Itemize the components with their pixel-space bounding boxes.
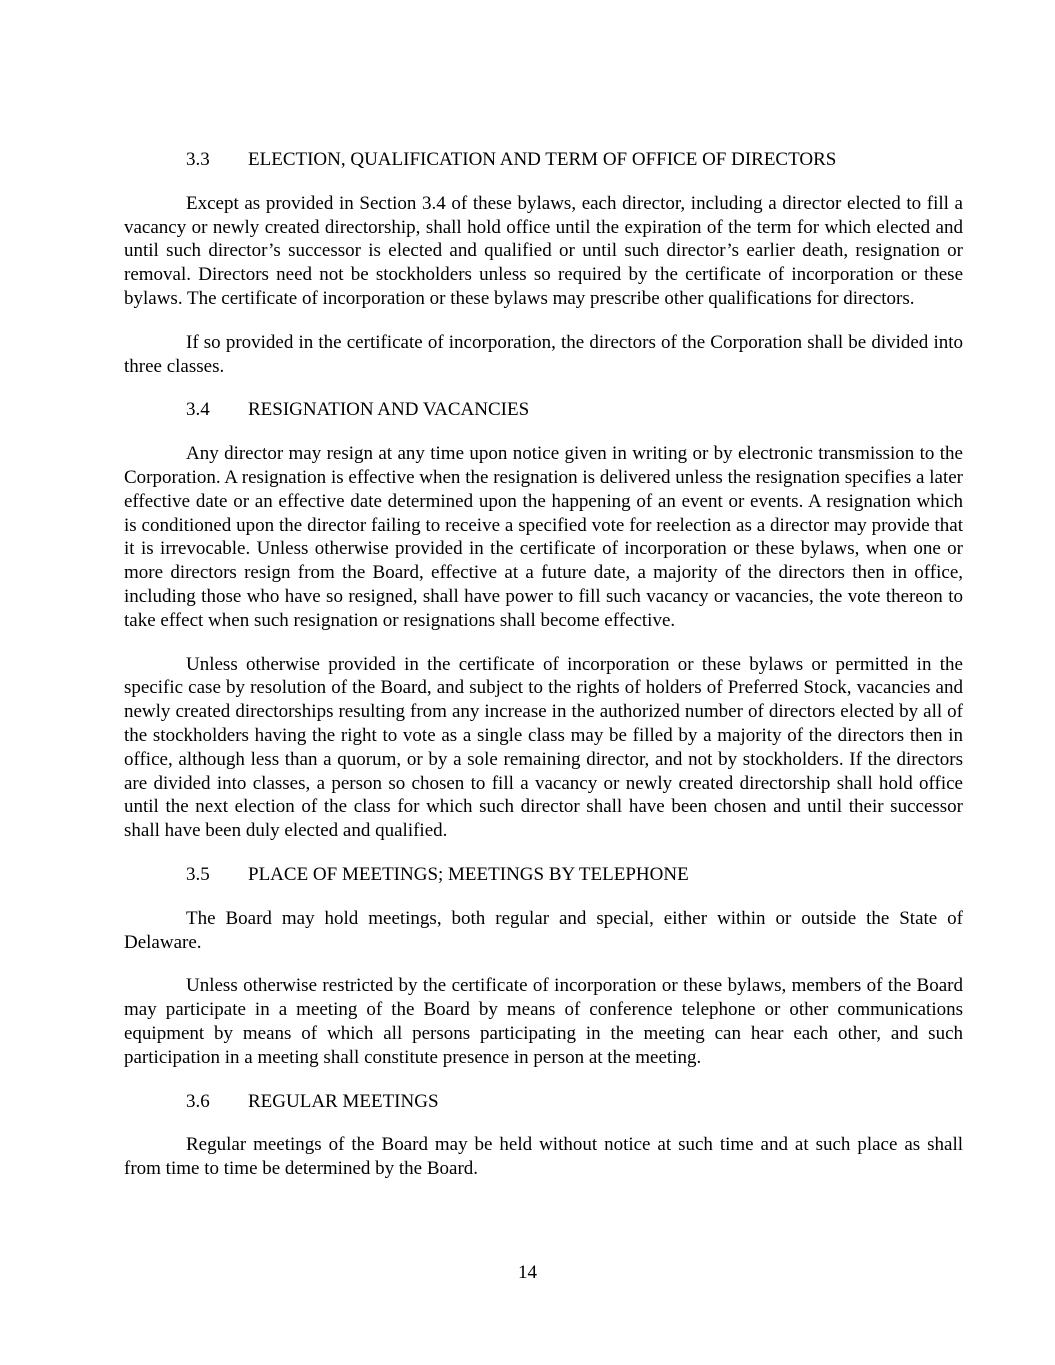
- paragraph: Unless otherwise provided in the certificate of incorporation or these bylaws or permitted in the specific case by resolution of the Board, and subject to the rights of holders of Preferred Stock, vacancies and newly created directorships resulting from any increase in the authorized number of directors elected by all of the stockholders having the right to vote as a single class may be filled by a majority of the directors then in office, although less than a quorum, or by a sole remaining director, and not by stockholders. If the directors are divided into classes, a person so chosen to fill a vacancy or newly created directorship shall hold office until the next election of the class for which such director shall have been chosen and until their successor shall have been duly elected and qualified.: [124, 653, 963, 842]
- paragraph: Except as provided in Section 3.4 of these bylaws, each director, including a director elected to fill a vacancy or newly created directorship, shall hold office until the expiration of the term for which elected and until such director’s successor is elected and qualified or until such director’s earlier death, resignation or removal. Directors need not be stockholders unless so required by the certificate of incorporation or these bylaws. The certificate of incorporation or these bylaws may prescribe other qualifications for directors.: [124, 192, 963, 309]
- section-heading-3-3: [124, 148, 963, 172]
- section-number: 3.4: [186, 399, 210, 421]
- page-number: 14: [518, 1262, 537, 1283]
- section-title: RESIGNATION AND VACANCIES: [248, 399, 530, 421]
- paragraph: The Board may hold meetings, both regular and special, either within or outside the State of Delaware.: [124, 907, 963, 953]
- section-title: PLACE OF MEETINGS; MEETINGS BY TELEPHONE: [248, 863, 689, 885]
- section-heading-3-6: [124, 1090, 963, 1114]
- section-number: 3.5: [186, 863, 210, 885]
- section-heading-3-5: [124, 863, 963, 887]
- paragraph: Unless otherwise restricted by the certificate of incorporation or these bylaws, members of the Board may participate in a meeting of the Board by means of conference telephone or other communications equipment by means of which all persons participating in the meeting can hear each other, and such participation in a meeting shall constitute presence in person at the meeting.: [124, 975, 963, 1068]
- section-title: ELECTION, QUALIFICATION AND TERM OF OFFICE OF DIRECTORS: [248, 149, 837, 170]
- paragraph: If so provided in the certificate of incorporation, the directors of the Corporation shall be divided into three classes.: [124, 331, 963, 377]
- section-number: 3.6: [186, 1090, 210, 1112]
- section-heading-3-4: [124, 398, 963, 422]
- section-number: 3.3: [186, 149, 210, 170]
- paragraph: Any director may resign at any time upon notice given in writing or by electronic transmission to the Corporation. A resignation is effective when the resignation is delivered unless the resignation specifies a later effective date or an effective date determined upon the happening of an event or events. A resignation which is conditioned upon the director failing to receive a specified vote for reelection as a director may provide that it is irrevocable. Unless otherwise provided in the certificate of incorporation or these bylaws, when one or more directors resign from the Board, effective at a future date, a majority of the directors then in office, including those who have so resigned, shall have power to fill such vacancy or vacancies, the vote thereon to take effect when such resignation or resignations shall become effective.: [124, 443, 963, 631]
- section-title: REGULAR MEETINGS: [248, 1090, 439, 1112]
- paragraph: Regular meetings of the Board may be held without notice at such time and at such place as shall from time to time be determined by the Board.: [124, 1134, 963, 1180]
- document-body: [124, 148, 963, 1181]
